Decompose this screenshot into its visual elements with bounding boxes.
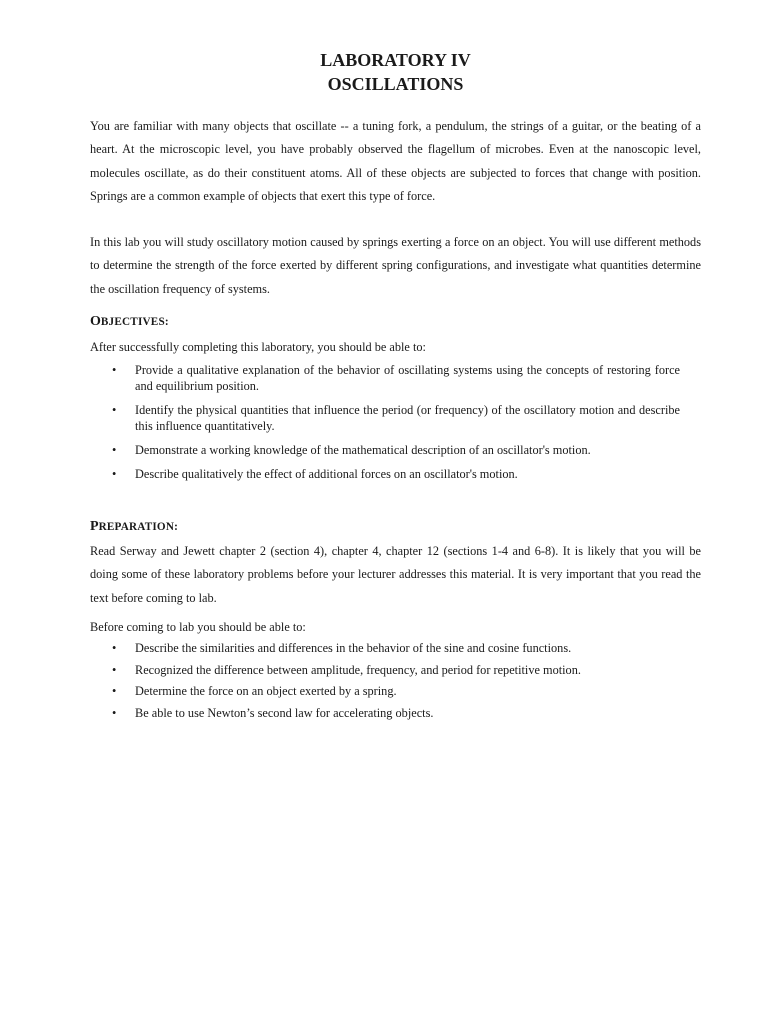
intro-paragraph-1: You are familiar with many objects that oscillate -- a tuning fork, a pendulum, the strings of a guitar, or the beating of a heart. At the microscopic level, you have probably observed the flagellum of microbes. Even at the nanoscopic level, molecules oscillate, as do their constituent atoms. All of these objects are subjected to forces that change with position. Springs are a common example of objects that exert this type of force. <box>90 119 701 203</box>
list-item <box>90 683 680 699</box>
objectives-list <box>90 362 680 490</box>
bullet-icon: • <box>112 662 117 677</box>
preparation-heading-rest: REPARATION: <box>98 521 179 533</box>
bullet-icon: • <box>112 641 117 655</box>
objectives-intro: After successfully completing this laboratory, you should be able to: <box>90 340 426 354</box>
preparation-heading <box>90 518 178 536</box>
preparation-heading-initial: P <box>90 519 99 534</box>
objectives-heading-initial: O <box>90 314 101 329</box>
preparation-text: Be able to use Newton’s second law for accelerating objects. <box>135 705 434 720</box>
objective-text: Demonstrate a working knowledge of the mathematical description of an oscillator's motion. <box>135 443 591 457</box>
preparation-text: Describe the similarities and differences in the behavior of the sine and cosine functions. <box>135 641 572 655</box>
intro-paragraph-2: In this lab you will study oscillatory motion caused by springs exerting a force on an object. You will use different methods to determine the strength of the force exerted by different spring configurations, and investigate what quantities determine the oscillation frequency of systems. <box>90 235 701 296</box>
list-item <box>90 362 680 394</box>
list-item <box>90 640 680 656</box>
preparation-paragraph: Read Serway and Jewett chapter 2 (section 4), chapter 4, chapter 12 (sections 1-4 and 6-8). It is likely that you will be doing some of these laboratory problems before your lecturer addresses this material. It is very important that you read the text before coming to lab. <box>90 544 701 605</box>
lab-number-title: LABORATORY IV <box>320 50 471 70</box>
list-item <box>90 442 680 458</box>
preparation-intro: Before coming to lab you should be able to: <box>90 620 306 634</box>
lab-topic-title: OSCILLATIONS <box>327 74 464 94</box>
preparation-list <box>90 640 680 726</box>
bullet-icon: • <box>112 705 117 720</box>
list-item <box>90 402 680 434</box>
bullet-icon: • <box>112 467 117 481</box>
objectives-heading <box>90 313 169 331</box>
objectives-heading-rest: BJECTIVES: <box>100 316 169 328</box>
list-item <box>90 662 680 678</box>
preparation-text: Recognized the difference between amplitude, frequency, and period for repetitive motion. <box>135 662 581 677</box>
objective-text: Describe qualitatively the effect of additional forces on an oscillator's motion. <box>135 467 518 481</box>
objective-text: Identify the physical quantities that influence the period (or frequency) of the oscillatory motion and describe this influence quantitatively. <box>135 403 680 433</box>
list-item <box>90 466 680 482</box>
bullet-icon: • <box>112 363 117 377</box>
bullet-icon: • <box>112 443 117 457</box>
bullet-icon: • <box>112 684 117 698</box>
preparation-text: Determine the force on an object exerted by a spring. <box>135 684 397 698</box>
bullet-icon: • <box>112 403 117 417</box>
list-item <box>90 705 680 721</box>
objective-text: Provide a qualitative explanation of the behavior of oscillating systems using the concepts of restoring force and equilibrium position. <box>135 363 680 393</box>
